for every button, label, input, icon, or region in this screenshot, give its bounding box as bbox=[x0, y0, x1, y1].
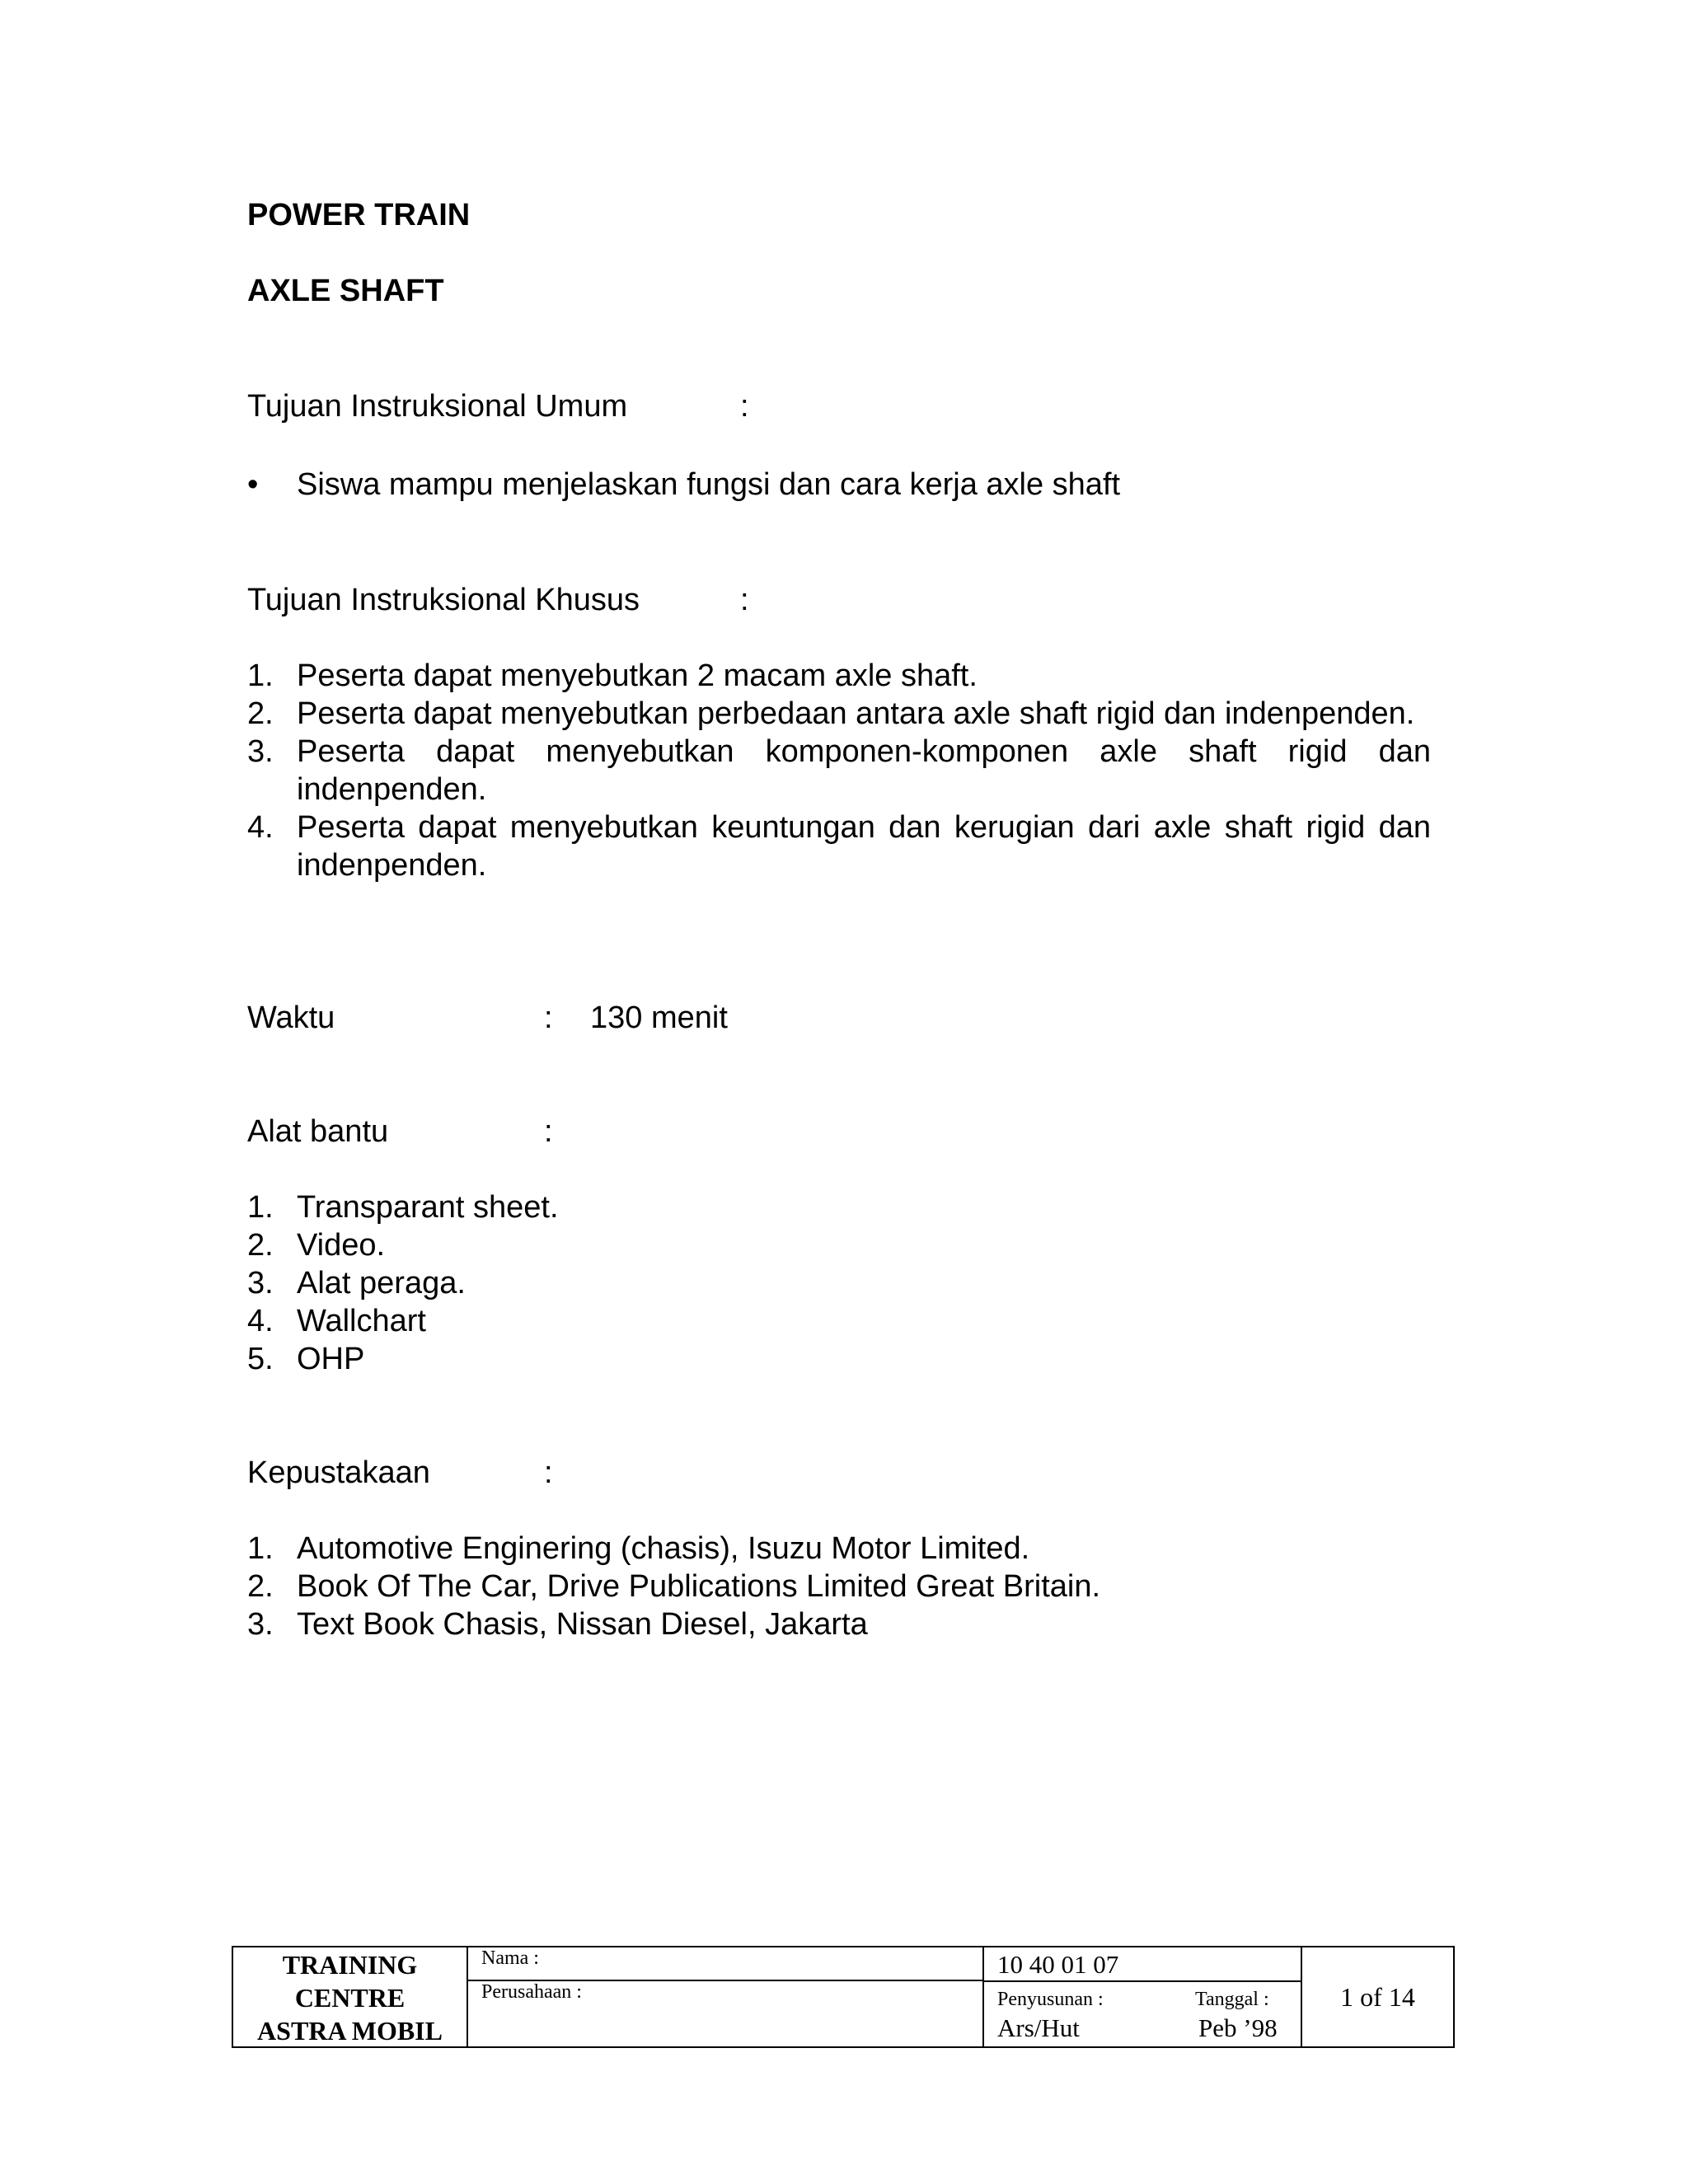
alat-colon: : bbox=[544, 1114, 553, 1149]
list-number: 2. bbox=[247, 1569, 274, 1604]
tanggal-value: Peb ’98 bbox=[1198, 2013, 1278, 2042]
waktu-value: 130 menit bbox=[590, 1001, 728, 1035]
org-line-3: ASTRA MOBIL bbox=[257, 2016, 443, 2046]
list-number: 4. bbox=[247, 810, 274, 845]
module-code: 10 40 01 07 bbox=[984, 1947, 1301, 1982]
list-item bbox=[247, 1188, 1431, 1226]
page-number-cell bbox=[1301, 1947, 1454, 2047]
list-text: Peserta dapat menyebutkan keuntungan dan kerugian dari axle shaft rigid dan indenpenden. bbox=[297, 810, 1431, 883]
nama-cell bbox=[467, 1947, 983, 1980]
footer-table bbox=[232, 1946, 1455, 2048]
list-number: 3. bbox=[247, 1607, 274, 1642]
tik-colon: : bbox=[740, 583, 749, 617]
list-number: 1. bbox=[247, 658, 274, 693]
list-text: Transparant sheet. bbox=[297, 1190, 559, 1225]
list-item bbox=[247, 1605, 1431, 1643]
alat-list bbox=[247, 1188, 1431, 1378]
penyusun-label: Penyusunan : bbox=[997, 1989, 1104, 2010]
list-number: 1. bbox=[247, 1531, 274, 1566]
list-item bbox=[247, 1530, 1431, 1568]
list-text: Peserta dapat menyebutkan perbedaan antara axle shaft rigid dan indenpenden. bbox=[297, 696, 1415, 731]
list-number: 4. bbox=[247, 1304, 274, 1338]
org-line-2: CENTRE bbox=[294, 1983, 406, 2013]
code-cell bbox=[983, 1947, 1301, 2047]
list-number: 2. bbox=[247, 1228, 274, 1263]
list-item bbox=[247, 1226, 1431, 1264]
list-item bbox=[247, 1302, 1431, 1340]
list-text: Peserta dapat menyebutkan komponen-komponen axle shaft rigid dan indenpenden. bbox=[297, 734, 1431, 807]
list-number: 5. bbox=[247, 1342, 274, 1376]
tik-list bbox=[247, 657, 1431, 884]
tiu-colon: : bbox=[740, 389, 749, 424]
list-text: OHP bbox=[297, 1342, 365, 1376]
list-number: 3. bbox=[247, 734, 274, 769]
list-item bbox=[247, 733, 1431, 808]
list-item bbox=[247, 1264, 1431, 1302]
perusahaan-cell bbox=[467, 1980, 983, 2047]
pustaka-label: Kepustakaan bbox=[247, 1455, 430, 1490]
tiu-label: Tujuan Instruksional Umum bbox=[247, 389, 628, 424]
list-item bbox=[247, 695, 1431, 733]
list-item bbox=[247, 1340, 1431, 1378]
waktu-label: Waktu bbox=[247, 1001, 335, 1035]
document-subtitle: AXLE SHAFT bbox=[247, 274, 444, 308]
list-text: Book Of The Car, Drive Publications Limited Great Britain. bbox=[297, 1569, 1101, 1604]
tiu-item: Siswa mampu menjelaskan fungsi dan cara kerja axle shaft bbox=[297, 467, 1121, 502]
nama-label: Nama : bbox=[481, 1947, 539, 1969]
org-line-1: TRAINING bbox=[282, 1950, 418, 1980]
alat-label: Alat bantu bbox=[247, 1114, 389, 1149]
list-number: 2. bbox=[247, 696, 274, 731]
list-text: Wallchart bbox=[297, 1304, 426, 1338]
list-item bbox=[247, 657, 1431, 695]
pustaka-list bbox=[247, 1530, 1431, 1643]
list-text: Video. bbox=[297, 1228, 386, 1263]
waktu-colon: : bbox=[544, 1001, 553, 1035]
list-text: Automotive Enginering (chasis), Isuzu Motor Limited. bbox=[297, 1531, 1030, 1566]
training-centre-cell bbox=[232, 1947, 467, 2047]
tanggal-label: Tanggal : bbox=[1195, 1989, 1269, 2010]
pustaka-colon: : bbox=[544, 1455, 553, 1490]
perusahaan-label: Perusahaan : bbox=[481, 1981, 582, 2004]
page-number: 1 of 14 bbox=[1340, 1981, 1415, 2012]
list-item bbox=[247, 1568, 1431, 1605]
list-text: Text Book Chasis, Nissan Diesel, Jakarta bbox=[297, 1607, 868, 1642]
list-text: Alat peraga. bbox=[297, 1266, 466, 1301]
list-item bbox=[247, 808, 1431, 884]
document-title: POWER TRAIN bbox=[247, 198, 471, 232]
tiu-bullet: • bbox=[247, 467, 259, 502]
list-number: 1. bbox=[247, 1190, 274, 1225]
list-text: Peserta dapat menyebutkan 2 macam axle shaft. bbox=[297, 658, 978, 693]
tik-label: Tujuan Instruksional Khusus bbox=[247, 583, 640, 617]
list-number: 3. bbox=[247, 1266, 274, 1301]
penyusun-value: Ars/Hut bbox=[997, 2013, 1080, 2042]
